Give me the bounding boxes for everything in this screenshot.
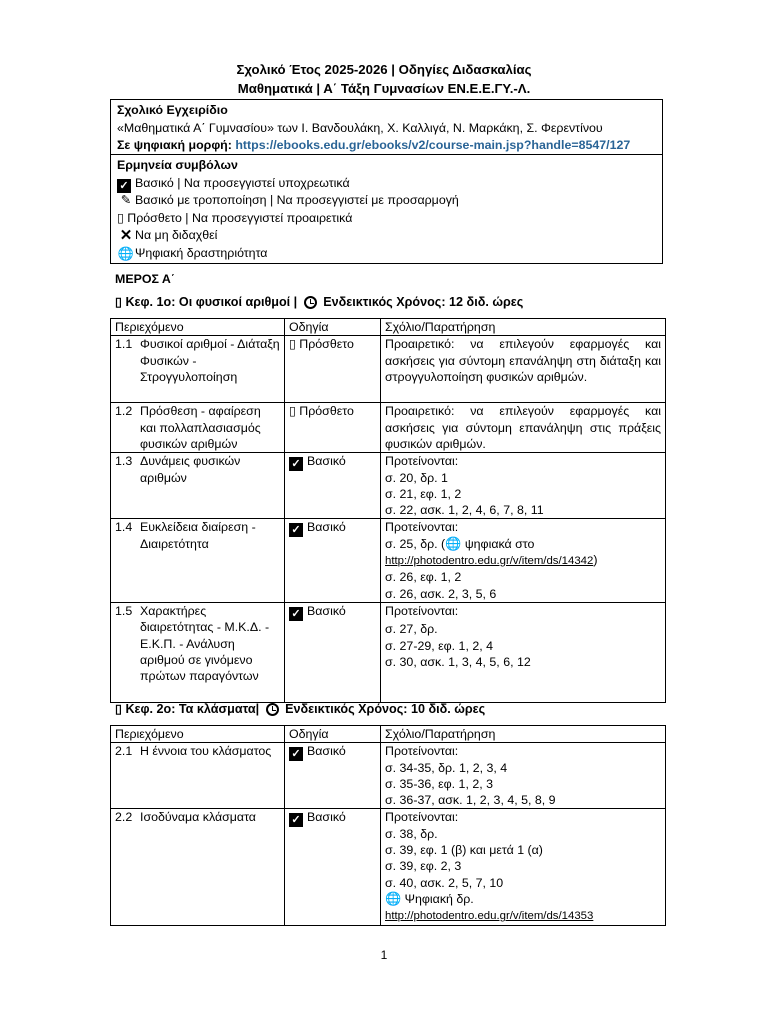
page-number: 1 xyxy=(380,948,388,962)
cross-icon: ✕ xyxy=(119,227,133,244)
checkbox-checked-icon: ✓ xyxy=(117,179,131,193)
row-comment: Προαιρετικό: να επιλεγούν εφαρμογές και ασκήσεις για σύντομη επανάληψη στις πράξεις φυσικών αριθμών. xyxy=(381,403,666,453)
box-icon: ▯ xyxy=(289,404,296,419)
guide-label: Βασικό xyxy=(307,603,346,618)
row-content: Ευκλείδεια διαίρεση - Διαιρετότητα xyxy=(140,520,256,551)
checkbox-checked-icon: ✓ xyxy=(289,457,303,471)
photodentro-link[interactable]: http://photodentro.edu.gr/v/item/ds/14342 xyxy=(385,555,594,568)
row-comment: Προαιρετικό: να επιλεγούν εφαρμογές και ασκήσεις για σύντομη επανάληψη στη διάταξη και στρογγυλοποίηση φυσικών αριθμών. xyxy=(381,336,666,403)
table-row: 1.2 Πρόσθεση - αφαίρεση και πολλαπλασιασμός φυσικών αριθμών ▯ Πρόσθετο Προαιρετικό: να επιλεγούν εφαρμογές και ασκήσεις για σύντομη επανάληψη στις πράξεις φυσικών αριθμών. xyxy=(111,403,666,453)
checkbox-checked-icon: ✓ xyxy=(289,523,303,537)
legend-heading: Ερμηνεία συμβόλων xyxy=(117,158,238,172)
globe-icon: 🌐 xyxy=(385,890,402,906)
row-content: Δυνάμεις φυσικών αριθμών xyxy=(140,454,241,485)
table-row: 1.5 Χαρακτήρες διαιρετότητας - Μ.Κ.Δ. - Ε.Κ.Π. - Ανάλυση αριθμού σε γινόμενο πρώτων παραγόντων ✓ Βασικό Προτείνονται: σ. 27, δρ. σ. 27-29, εφ. 1, 2, 4 σ. 30, ασκ. 1, 3, 4, 5, 6, 12 xyxy=(111,602,666,702)
part-label: ΜΕΡΟΣ Α΄ xyxy=(115,272,175,286)
row-content: Χαρακτήρες διαιρετότητας - Μ.Κ.Δ. - Ε.Κ.Π. - Ανάλυση αριθμού σε γινόμενο πρώτων παραγόντων xyxy=(140,603,270,684)
guide-label: Βασικό xyxy=(307,744,346,759)
legend-item: 🌐Ψηφιακή δραστηριότητα xyxy=(117,245,268,261)
clock-icon xyxy=(266,703,279,716)
photodentro-link[interactable]: http://photodentro.edu.gr/v/item/ds/14353 xyxy=(385,910,594,923)
textbook-title: «Μαθηματικά Α΄ Γυμνασίου» των Ι. Βανδουλάκη, Χ. Καλλιγά, Ν. Μαρκάκη, Σ. Φερεντίνου xyxy=(117,120,603,135)
column-header: Οδηγία xyxy=(285,319,381,336)
column-header: Περιεχόμενο xyxy=(111,726,285,743)
legend-box xyxy=(110,154,663,264)
globe-icon: 🌐 xyxy=(117,245,135,261)
document-title-line-1: Σχολικό Έτος 2025-2026 | Οδηγίες Διδασκαλίας xyxy=(236,62,532,77)
box-icon: ▯ xyxy=(115,702,122,716)
checkbox-checked-icon: ✓ xyxy=(289,747,303,761)
column-header: Σχόλιο/Παρατήρηση xyxy=(381,319,666,336)
guide-label: Πρόσθετο xyxy=(299,404,354,419)
ebook-link[interactable]: https://ebooks.edu.gr/ebooks/v2/course-main.jsp?handle=8547/127 xyxy=(235,138,631,152)
digital-form-label: Σε ψηφιακή μορφή: xyxy=(117,138,232,152)
box-icon: ▯ xyxy=(115,295,122,309)
table-header-row xyxy=(111,726,666,743)
guide-label: Πρόσθετο xyxy=(299,337,354,352)
pencil-icon: ✎ xyxy=(120,193,132,207)
column-header: Σχόλιο/Παρατήρηση xyxy=(381,726,666,743)
legend-item: ✓ Βασικό | Να προσεγγιστεί υποχρεωτικά xyxy=(117,175,656,193)
row-content: Πρόσθεση - αφαίρεση και πολλαπλασιασμός φυσικών αριθμών xyxy=(140,404,261,451)
table-row: 2.1 Η έννοια του κλάσματος ✓ Βασικό Προτείνονται: σ. 34-35, δρ. 1, 2, 3, 4 σ. 35-36, εφ. 1, 2, 3 σ. 36-37, ασκ. 1, 2, 3, 4, 5, 8, 9 xyxy=(111,743,666,809)
guide-label: Βασικό xyxy=(307,520,346,535)
chapter-2-table xyxy=(110,725,666,926)
legend-item: ✎ Βασικό με τροποποίηση | Να προσεγγιστεί με προσαρμογή xyxy=(117,192,656,210)
checkbox-checked-icon: ✓ xyxy=(289,607,303,621)
legend-item: ▯ Πρόσθετο | Να προσεγγιστεί προαιρετικά xyxy=(117,210,353,225)
row-content: Η έννοια του κλάσματος xyxy=(140,744,272,759)
guide-label: Βασικό xyxy=(307,454,346,469)
row-comment: Προτείνονται: σ. 34-35, δρ. 1, 2, 3, 4 σ. 35-36, εφ. 1, 2, 3 σ. 36-37, ασκ. 1, 2, 3, 4, 5, 8, 9 xyxy=(381,743,666,809)
guide-label: Βασικό xyxy=(307,810,346,825)
table-header-row xyxy=(111,319,666,336)
chapter-1-table xyxy=(110,318,666,703)
table-row: 2.2 Ισοδύναμα κλάσματα ✓ Βασικό Προτείνονται: σ. 38, δρ. σ. 39, εφ. 1 (β) και μετά 1 (α) σ. 39, εφ. 2, 3 σ. 40, ασκ. 2, 5, 7, 10 🌐 Ψηφιακή δρ. http://photodentro.edu.gr/v/item/ds/14353 xyxy=(111,809,666,925)
box-icon: ▯ xyxy=(289,337,296,352)
document-title-line-2: Μαθηματικά | Α΄ Τάξη Γυμνασίων ΕΝ.Ε.Ε.ΓΥ.-Λ. xyxy=(237,81,531,96)
row-comment: Προτείνονται: σ. 27, δρ. σ. 27-29, εφ. 1, 2, 4 σ. 30, ασκ. 1, 3, 4, 5, 6, 12 xyxy=(381,602,666,702)
chapter-2-heading: ▯ Κεφ. 2ο: Τα κλάσματα| Ενδεικτικός Χρόνος: 10 διδ. ώρες xyxy=(115,702,486,716)
row-comment: Προτείνονται: σ. 25, δρ. (🌐 ψηφιακά στο http://photodentro.edu.gr/v/item/ds/14342) σ. 26, εφ. 1, 2 σ. 26, ασκ. 2, 3, 5, 6 xyxy=(381,519,666,602)
clock-icon xyxy=(304,296,317,309)
row-content: Φυσικοί αριθμοί - Διάταξη Φυσικών - Στρογγυλοποίηση xyxy=(140,337,280,384)
row-comment: Προτείνονται: σ. 38, δρ. σ. 39, εφ. 1 (β) και μετά 1 (α) σ. 39, εφ. 2, 3 σ. 40, ασκ. 2, 5, 7, 10 🌐 Ψηφιακή δρ. http://photodentro.edu.gr/v/item/ds/14353 xyxy=(381,809,666,925)
table-row: 1.4 Ευκλείδεια διαίρεση - Διαιρετότητα ✓ Βασικό Προτείνονται: σ. 25, δρ. (🌐 ψηφιακά στο http://photodentro.edu.gr/v/item/ds/14342) σ. 26, εφ. 1, 2 σ. 26, ασκ. 2, 3, 5, 6 xyxy=(111,519,666,602)
textbook-heading: Σχολικό Εγχειρίδιο xyxy=(117,103,228,117)
table-row: 1.1 Φυσικοί αριθμοί - Διάταξη Φυσικών - Στρογγυλοποίηση ▯ Πρόσθετο Προαιρετικό: να επιλεγούν εφαρμογές και ασκήσεις για σύντομη επανάληψη στη διάταξη και στρογγυλοποίηση φυσικών αριθμών. xyxy=(111,336,666,403)
box-icon: ▯ xyxy=(117,210,124,225)
globe-icon: 🌐 xyxy=(445,535,462,551)
legend-item: ✕ Να μη διδαχθεί xyxy=(117,227,656,245)
row-content: Ισοδύναμα κλάσματα xyxy=(140,810,256,825)
table-row: 1.3 Δυνάμεις φυσικών αριθμών ✓ Βασικό Προτείνονται: σ. 20, δρ. 1 σ. 21, εφ. 1, 2 σ. 22, ασκ. 1, 2, 4, 6, 7, 8, 11 xyxy=(111,453,666,519)
checkbox-checked-icon: ✓ xyxy=(289,813,303,827)
column-header: Οδηγία xyxy=(285,726,381,743)
textbook-box xyxy=(110,99,663,155)
column-header: Περιεχόμενο xyxy=(111,319,285,336)
chapter-1-heading: ▯ Κεφ. 1ο: Οι φυσικοί αριθμοί | Ενδεικτικός Χρόνος: 12 διδ. ώρες xyxy=(115,295,524,309)
row-comment: Προτείνονται: σ. 20, δρ. 1 σ. 21, εφ. 1, 2 σ. 22, ασκ. 1, 2, 4, 6, 7, 8, 11 xyxy=(381,453,666,519)
